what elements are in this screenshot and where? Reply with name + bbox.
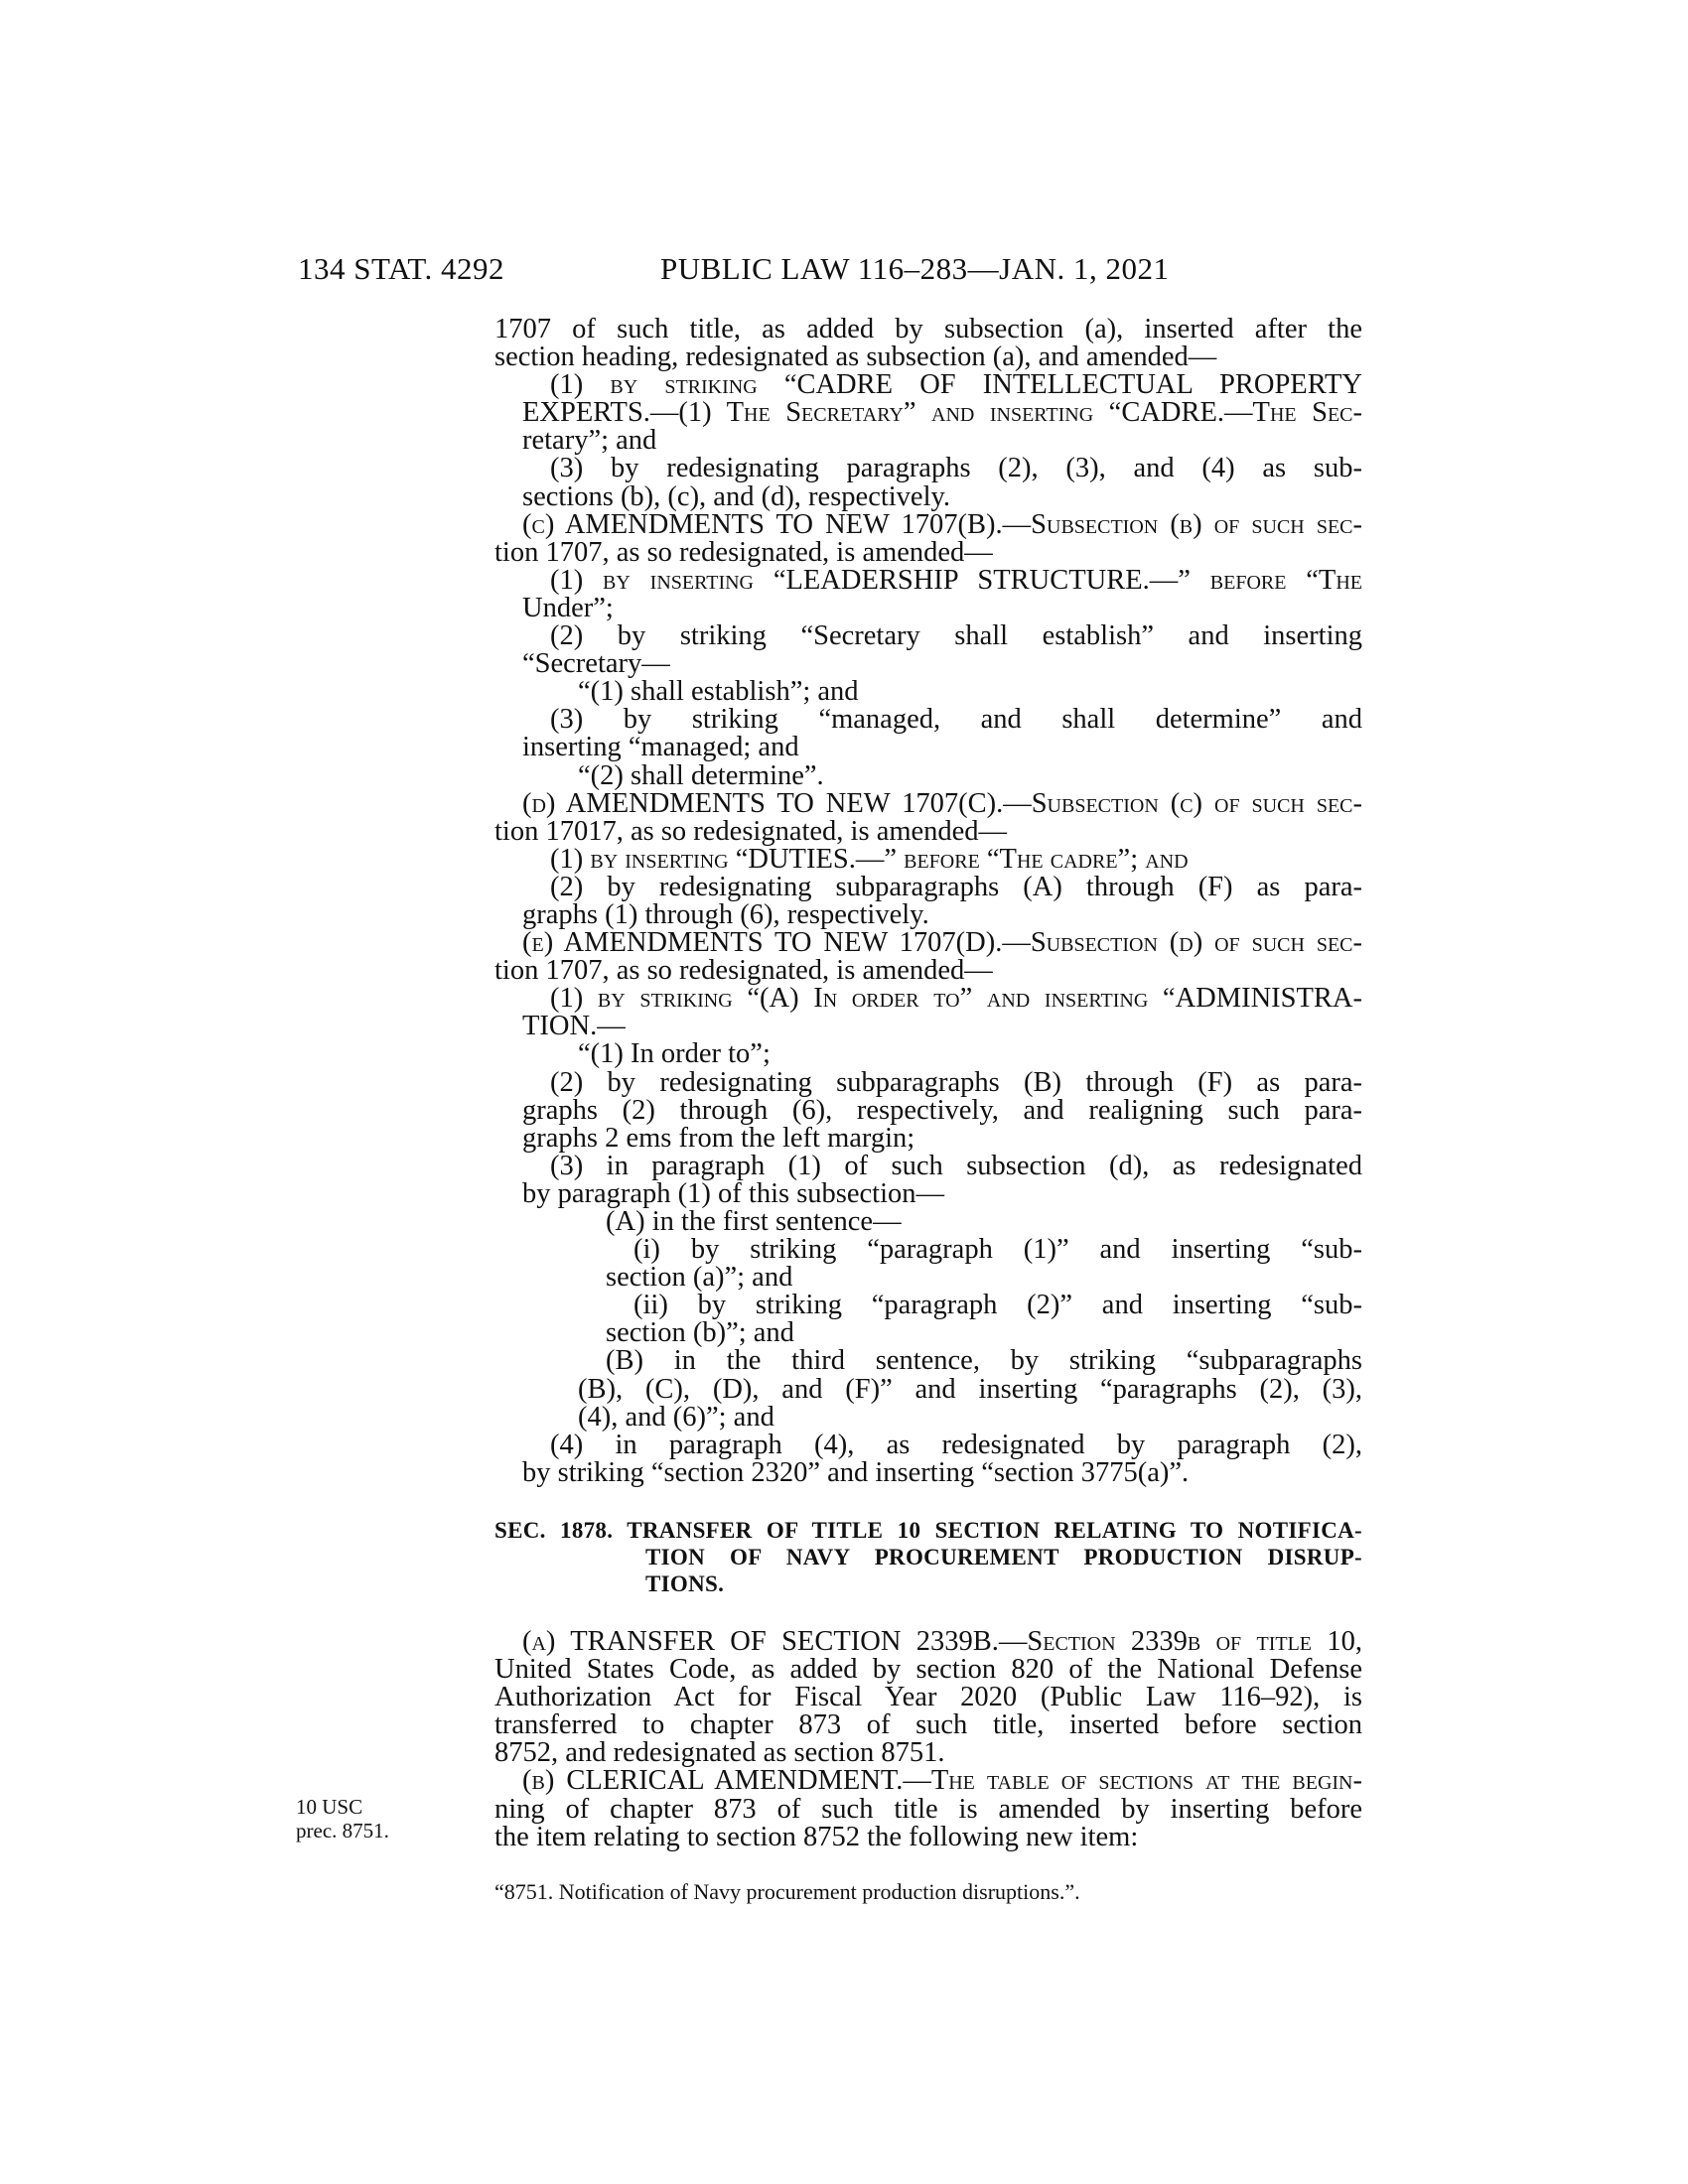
section-heading-line: TION OF NAVY PROCUREMENT PRODUCTION DISRUP- [645, 1545, 1362, 1570]
margin-note [296, 1795, 389, 1843]
text-line: “(2) shall determine”. [578, 759, 824, 791]
text-line: (4), and (6)”; and [578, 1401, 774, 1433]
section-heading-line: SEC. 1878. TRANSFER OF TITLE 10 SECTION RELATING TO NOTIFICA- [494, 1518, 1362, 1543]
text-line: (B) in the third sentence, by striking “subparagraphs [606, 1345, 1362, 1377]
text-line: “(1) shall establish”; and [578, 676, 859, 708]
text-line: TION.— [522, 1011, 626, 1042]
text-line: (1) by inserting “LEADERSHIP STRUCTURE.—” before “The [550, 564, 1362, 596]
text-line: (1) by inserting “DUTIES.—” before “The cadre”; and [550, 843, 1189, 875]
text-line: (ii) by striking “paragraph (2)” and inserting “sub- [633, 1290, 1362, 1321]
new-table-item: “8751. Notification of Navy procurement production disruptions.”. [494, 1879, 1080, 1904]
text-line: (b) CLERICAL AMENDMENT.—The table of sections at the begin- [522, 1765, 1362, 1797]
text-line: (3) by redesignating paragraphs (2), (3), and (4) as sub- [550, 453, 1362, 484]
text-line: by paragraph (1) of this subsection— [522, 1177, 945, 1209]
text-line: (c) AMENDMENTS TO NEW 1707(B).—Subsection (b) of such sec- [522, 508, 1362, 540]
text-line: sections (b), (c), and (d), respectively. [522, 480, 951, 512]
text-line: (B), (C), (D), and (F)” and inserting “paragraphs (2), (3), [578, 1373, 1362, 1405]
text-line: (d) AMENDMENTS TO NEW 1707(C).—Subsection (c) of such sec- [522, 787, 1362, 819]
text-line: EXPERTS.—(1) The Secretary” and inserting “CADRE.—The Sec- [522, 397, 1362, 429]
text-line: (3) in paragraph (1) of such subsection (d), as redesignated [550, 1150, 1362, 1181]
text-line: “Secretary— [522, 648, 670, 680]
text-line: United States Code, as added by section 820 of the National Defense [494, 1654, 1362, 1686]
text-line: graphs 2 ems from the left margin; [522, 1122, 915, 1154]
text-line: (2) by redesignating subparagraphs (B) through (F) as para- [550, 1066, 1362, 1098]
text-line: (i) by striking “paragraph (1)” and inserting “sub- [633, 1234, 1362, 1266]
margin-note-line: 10 USC [296, 1795, 363, 1819]
text-line: 1707 of such title, as added by subsection (a), inserted after the [494, 314, 1362, 344]
text-line: 8752, and redesignated as section 8751. [494, 1737, 945, 1769]
text-line: tion 1707, as so redesignated, is amended— [494, 955, 993, 987]
text-line: (1) by striking “CADRE OF INTELLECTUAL PROPERTY [550, 369, 1362, 401]
text-line: section (a)”; and [606, 1262, 793, 1294]
text-line: (1) by striking “(A) In order to” and inserting “ADMINISTRA- [550, 983, 1362, 1015]
text-line: (2) by striking “Secretary shall establish” and inserting [550, 620, 1362, 652]
text-line: (3) by striking “managed, and shall determine” and [550, 704, 1362, 736]
text-line: (A) in the first sentence— [606, 1206, 902, 1237]
text-line: transferred to chapter 873 of such title, inserted before section [494, 1709, 1362, 1741]
text-line: tion 1707, as so redesignated, is amended— [494, 536, 993, 568]
text-line: by striking “section 2320” and inserting “section 3775(a)”. [522, 1456, 1190, 1488]
text-line: “(1) In order to”; [578, 1038, 771, 1070]
text-line: tion 17017, as so redesignated, is amended— [494, 815, 1008, 847]
text-line: the item relating to section 8752 the following new item: [494, 1821, 1139, 1852]
text-line: (e) AMENDMENTS TO NEW 1707(D).—Subsection (d) of such sec- [522, 927, 1362, 959]
text-line: section heading, redesignated as subsection (a), and amended— [494, 341, 1217, 373]
text-line: (a) TRANSFER OF SECTION 2339B.—Section 2339b of title 10, [522, 1626, 1362, 1657]
section-heading [494, 1517, 1362, 1597]
text-line: graphs (1) through (6), respectively. [522, 898, 929, 930]
text-line: Authorization Act for Fiscal Year 2020 (Public Law 116–92), is [494, 1682, 1362, 1713]
text-line: ning of chapter 873 of such title is amended by inserting before [494, 1793, 1362, 1825]
page-stat-citation: 134 STAT. 4292 [298, 251, 505, 286]
text-line: inserting “managed; and [522, 732, 799, 763]
text-line: section (b)”; and [606, 1317, 794, 1349]
text-line: (2) by redesignating subparagraphs (A) through (F) as para- [550, 871, 1362, 902]
section-body [494, 1628, 1362, 1851]
margin-note-line: prec. 8751. [296, 1819, 389, 1843]
text-line: graphs (2) through (6), respectively, and realigning such para- [522, 1094, 1362, 1126]
text-line: Under”; [522, 592, 614, 623]
running-header: PUBLIC LAW 116–283—JAN. 1, 2021 [660, 251, 1170, 286]
text-line: (4) in paragraph (4), as redesignated by paragraph (2), [550, 1429, 1362, 1460]
text-line: retary”; and [522, 425, 657, 457]
section-heading-line: TIONS. [645, 1571, 725, 1596]
amendment-text [494, 316, 1362, 1487]
